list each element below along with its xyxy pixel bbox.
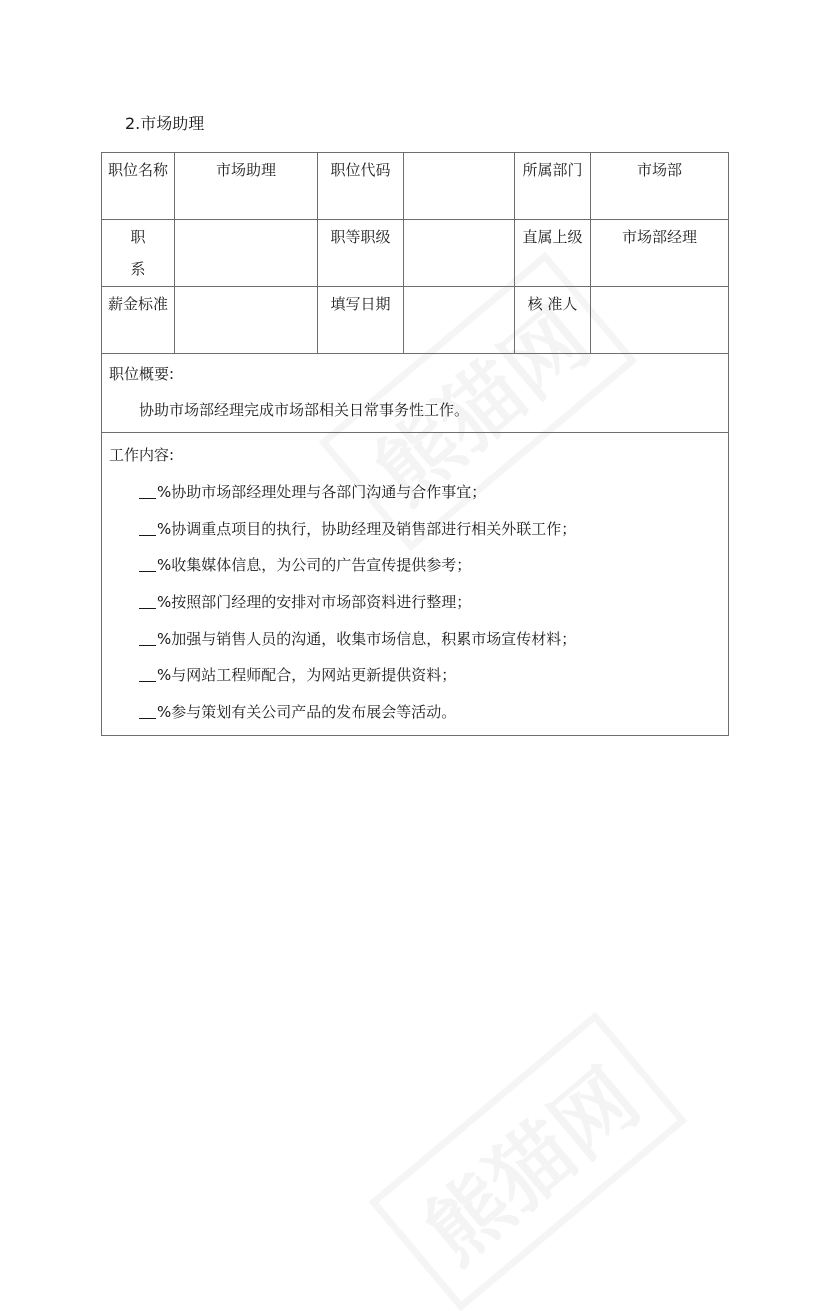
value-job-grade — [404, 220, 515, 287]
duty-text: %协助市场部经理处理与各部门沟通与合作事宜； — [157, 483, 487, 501]
value-position-name: 市场助理 — [175, 153, 318, 220]
table-row — [102, 220, 729, 287]
table-row — [102, 287, 729, 354]
duties-title: 工作内容: — [109, 446, 175, 464]
label-position-code: 职位代码 — [318, 153, 404, 220]
value-position-code — [404, 153, 515, 220]
label-job-series: 职系 — [102, 220, 175, 287]
percent-blank — [139, 694, 156, 719]
value-salary-standard — [175, 287, 318, 354]
value-department: 市场部 — [591, 153, 729, 220]
duty-text: %参与策划有关公司产品的发布展会等活动。 — [157, 703, 457, 722]
label-position-name: 职位名称 — [102, 153, 175, 220]
duty-text: %按照部门经理的安排对市场部资料进行整理； — [157, 593, 472, 612]
summary-title: 职位概要: — [109, 365, 175, 383]
table-row — [102, 153, 729, 220]
label-approver: 核 准人 — [515, 287, 591, 354]
list-item — [109, 694, 721, 731]
job-duties — [102, 433, 729, 736]
percent-blank — [139, 621, 156, 646]
label-job-grade: 职等职级 — [318, 220, 404, 287]
summary-text: 协助市场部经理完成市场部相关日常事务性工作。 — [139, 401, 470, 419]
job-description-table — [101, 152, 729, 736]
label-salary-standard: 薪金标准 — [102, 287, 175, 354]
value-approver — [591, 287, 729, 354]
label-direct-superior: 直属上级 — [515, 220, 591, 287]
duty-text: %协调重点项目的执行，协助经理及销售部进行相关外联工作； — [157, 519, 577, 538]
value-fill-date — [404, 287, 515, 354]
value-direct-superior: 市场部经理 — [591, 220, 729, 287]
list-item — [109, 657, 721, 694]
duty-text: %收集媒体信息，为公司的广告宣传提供参考； — [157, 556, 472, 575]
value-job-series — [175, 220, 318, 287]
percent-blank — [139, 474, 156, 499]
label-department: 所属部门 — [515, 153, 591, 220]
duty-text: %与网站工程师配合，为网站更新提供资料； — [157, 666, 457, 685]
table-row — [102, 433, 729, 736]
list-item — [109, 621, 721, 658]
duty-text: %加强与销售人员的沟通，收集市场信息，积累市场宣传材料； — [157, 629, 577, 648]
section-heading: 2.市场助理 — [125, 114, 205, 133]
percent-blank — [139, 511, 156, 536]
percent-blank — [139, 584, 156, 609]
percent-blank — [139, 547, 156, 572]
percent-blank — [139, 657, 156, 682]
watermark — [369, 1012, 688, 1311]
list-item — [109, 584, 721, 621]
label-fill-date: 填写日期 — [318, 287, 404, 354]
position-summary — [102, 354, 729, 433]
duty-list — [109, 474, 721, 731]
list-item — [109, 474, 721, 511]
list-item — [109, 547, 721, 584]
list-item — [109, 511, 721, 548]
table-row — [102, 354, 729, 433]
